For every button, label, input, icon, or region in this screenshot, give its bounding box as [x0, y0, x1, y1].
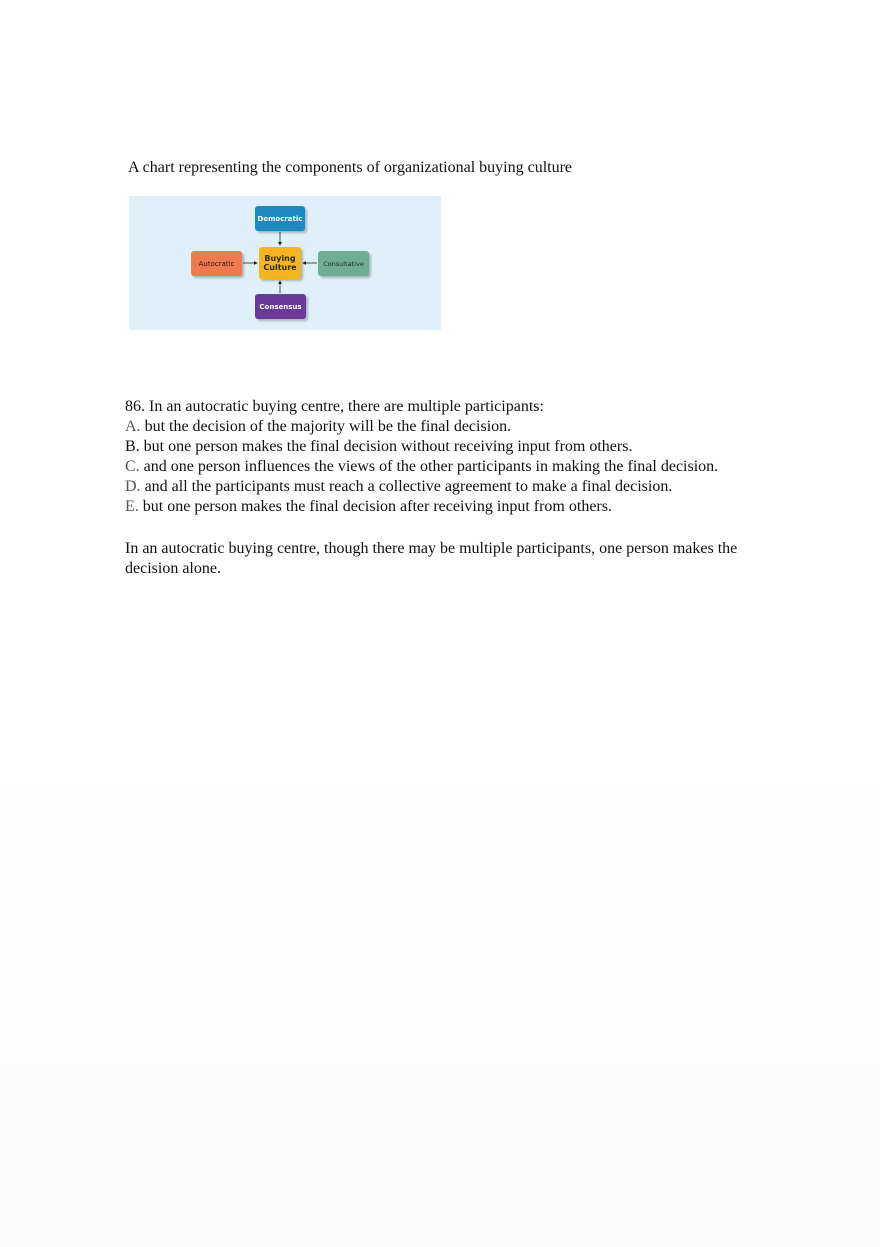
- option-a: [125, 417, 825, 437]
- option-letter: E.: [125, 498, 139, 515]
- answer-explanation: In an autocratic buying centre, though there may be multiple participants, one person makes the decision alone.: [125, 540, 738, 577]
- question-block: [125, 397, 825, 517]
- option-d: [125, 477, 825, 497]
- option-text: and all the participants must reach a collective agreement to make a final decision.: [144, 478, 673, 495]
- figure-caption: A chart representing the components of organizational buying culture: [128, 159, 573, 176]
- question-stem: 86. In an autocratic buying centre, there are multiple participants:: [125, 398, 544, 415]
- node-buying-culture: [259, 247, 301, 279]
- option-text: but one person makes the final decision without receiving input from others.: [143, 438, 633, 455]
- node-autocratic: Autocratic: [191, 251, 242, 276]
- option-letter: A.: [125, 418, 141, 435]
- node-consensus: Consensus: [255, 294, 306, 319]
- node-buying-line2: Culture: [263, 263, 297, 272]
- buying-culture-diagram: [129, 196, 441, 330]
- option-letter: C.: [125, 458, 140, 475]
- option-b: [125, 437, 825, 457]
- option-c: [125, 457, 825, 477]
- option-letter: B.: [125, 438, 140, 455]
- node-buying-line1: Buying: [264, 254, 296, 263]
- option-text: but one person makes the final decision after receiving input from others.: [142, 498, 612, 515]
- node-consultative: Consultative: [318, 251, 369, 276]
- option-e: [125, 497, 825, 517]
- option-letter: D.: [125, 478, 141, 495]
- option-text: but the decision of the majority will be the final decision.: [144, 418, 512, 435]
- node-democratic: Democratic: [255, 206, 305, 231]
- option-text: and one person influences the views of the other participants in making the final decision.: [143, 458, 719, 475]
